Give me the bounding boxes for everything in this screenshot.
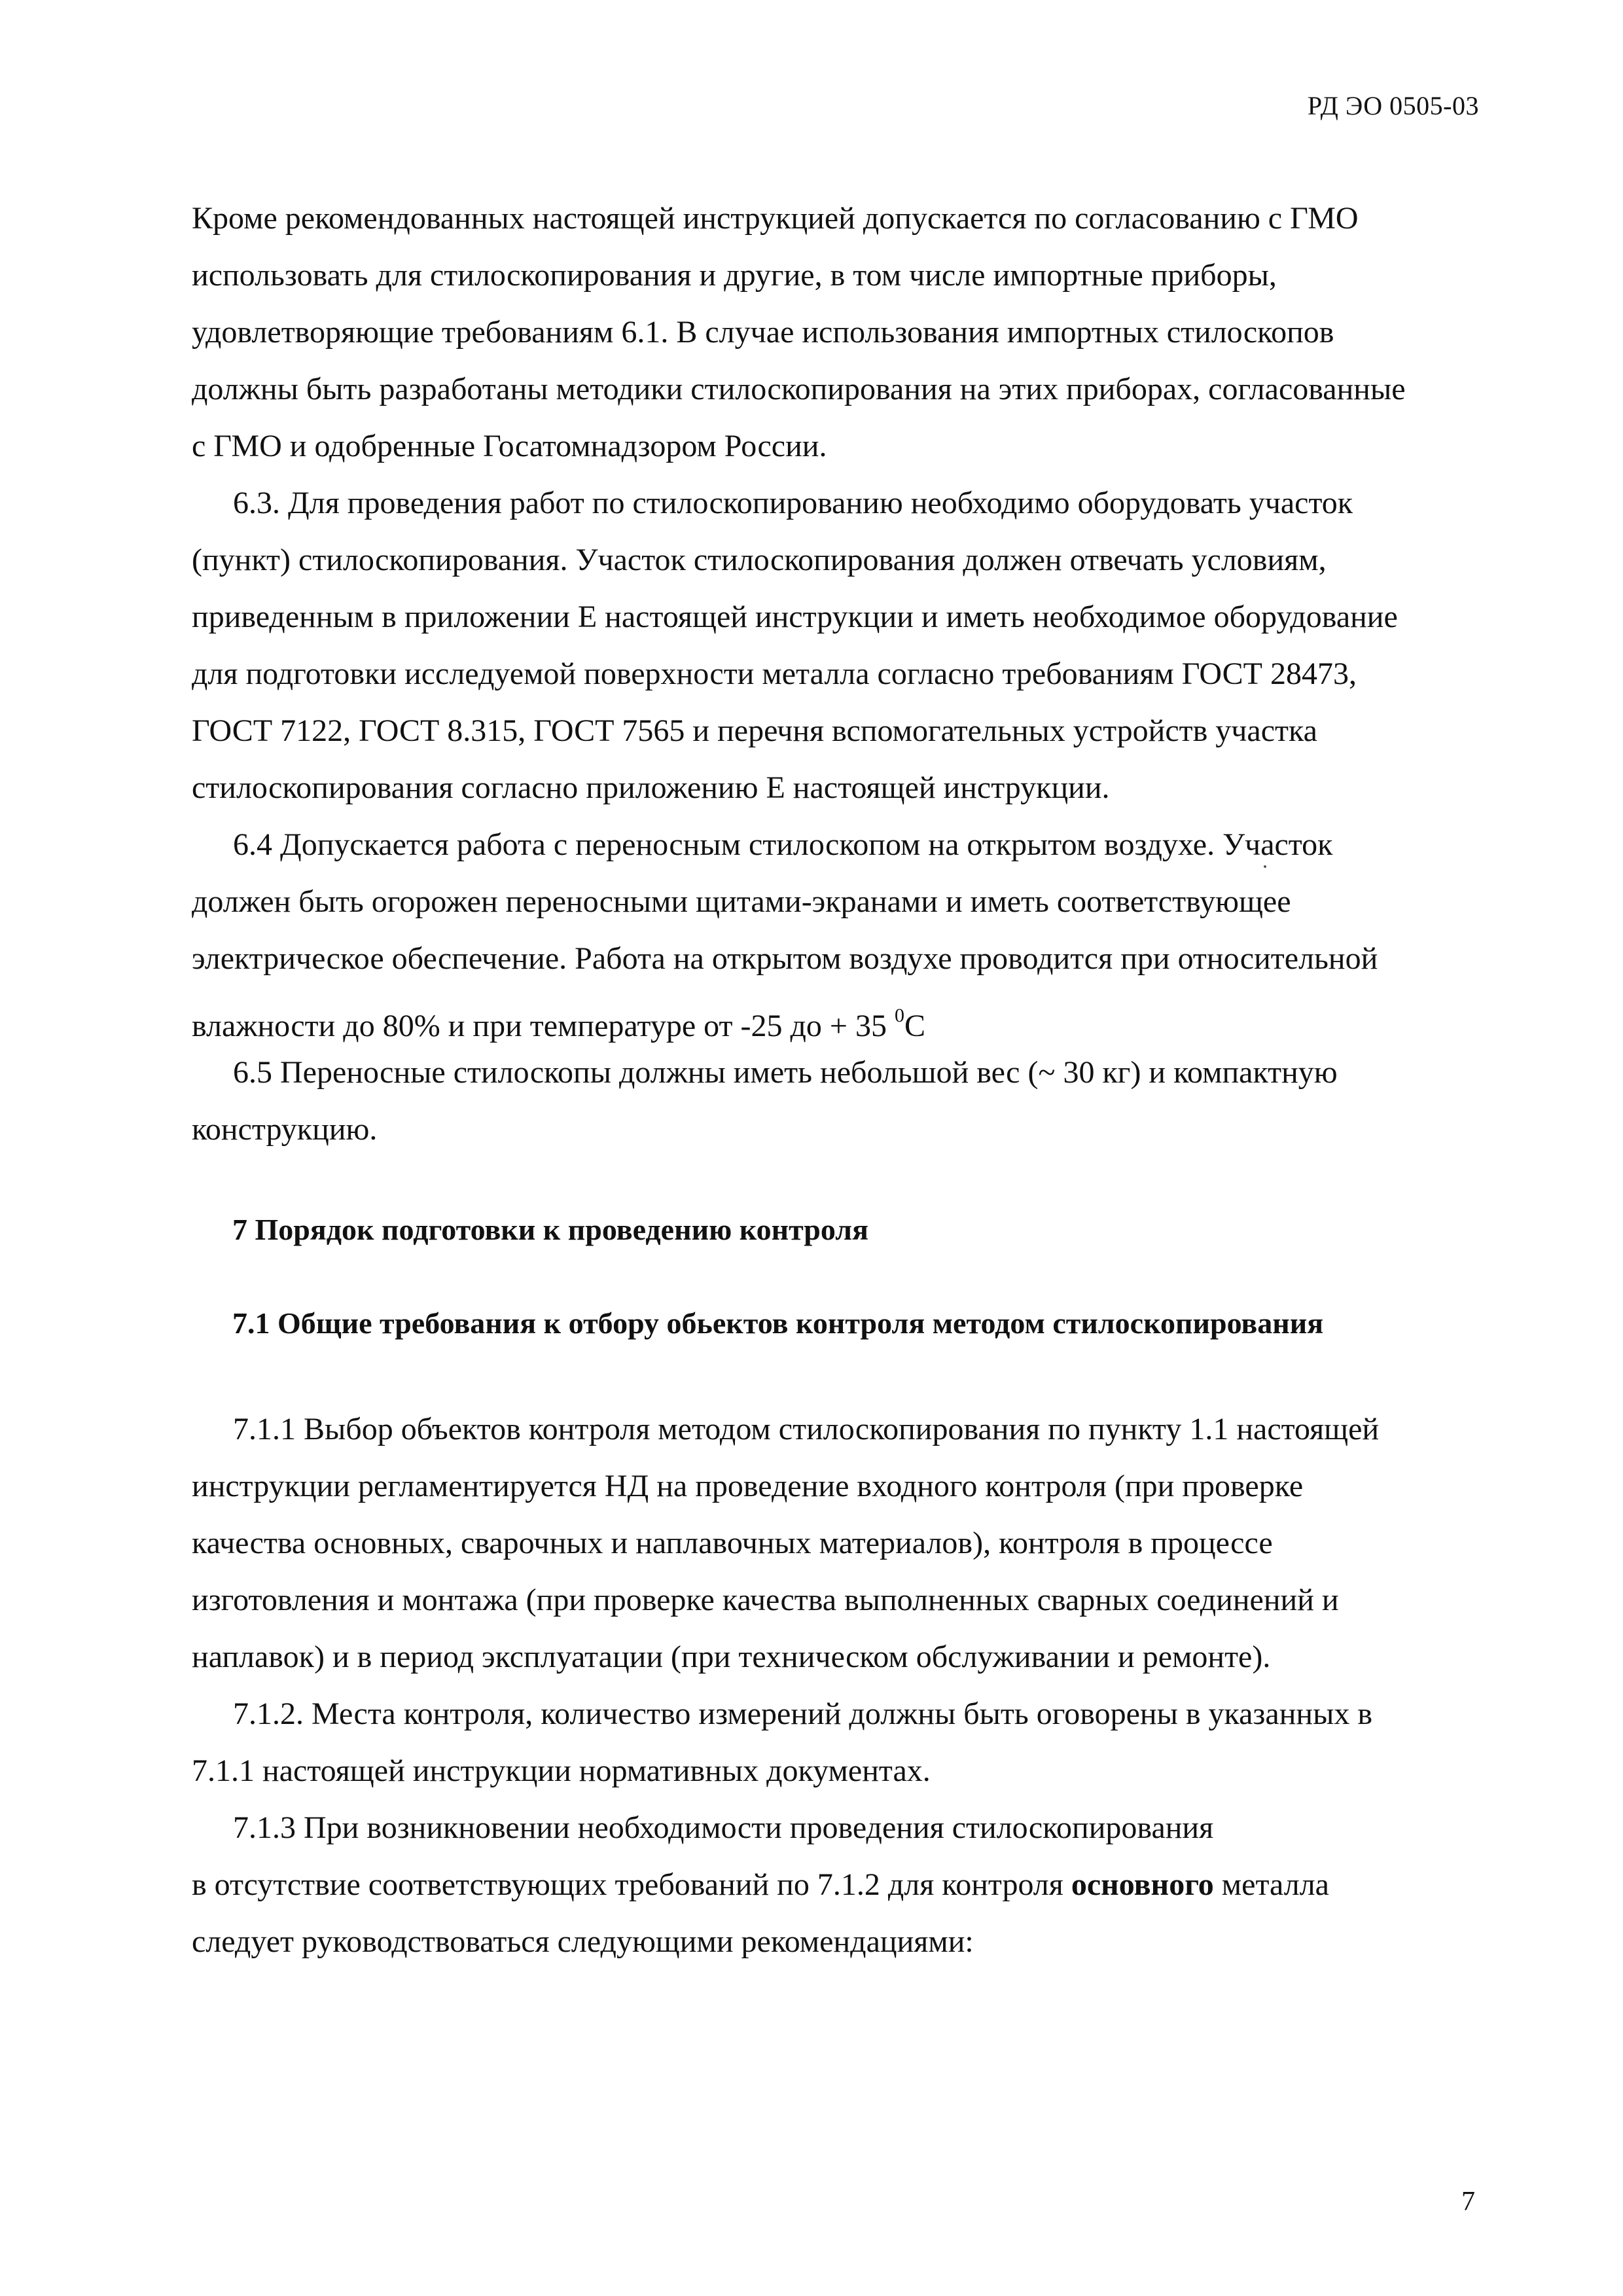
text-line: электрическое обеспечение. Работа на открытом воздухе проводится при относительной (192, 941, 1378, 976)
text-line: использовать для стилоскопирования и другие, в том числе импортные приборы, (192, 258, 1277, 293)
text-line: должен быть огорожен переносными щитами-экранами и иметь соответствующее (192, 884, 1291, 919)
text-line: удовлетворяющие требованиям 6.1. В случае использования импортных стилоскопов (192, 315, 1334, 350)
text-line: конструкцию. (192, 1112, 378, 1147)
text-line: для подготовки исследуемой поверхности металла согласно требованиям ГОСТ 28473, (192, 656, 1357, 691)
paragraph-6-3 (192, 475, 1477, 816)
temperature-text: влажности до 80% и при температуре от -25 до + 35 (192, 1009, 895, 1043)
text-line-mixed (192, 1856, 1477, 1913)
paragraph-import-devices (192, 190, 1477, 475)
text-line: 7.1.2. Места контроля, количество измерений должны быть оговорены в указанных в (233, 1696, 1372, 1731)
text-line: 7.1.3 При возникновении необходимости проведения стилоскопирования (233, 1810, 1214, 1845)
text-line: стилоскопирования согласно приложению Е настоящей инструкции. (192, 770, 1110, 805)
bold-emphasis: основного (1071, 1867, 1214, 1902)
text-line: 6.3. Для проведения работ по стилоскопированию необходимо оборудовать участок (233, 486, 1353, 520)
text-line: Кроме рекомендованных настоящей инструкцией допускается по согласованию с ГМО (192, 201, 1359, 236)
text-line: инструкции регламентируется НД на проведение входного контроля (при проверке (192, 1469, 1304, 1503)
paragraph-6-4 (192, 816, 1477, 1044)
text-line: приведенным в приложении Е настоящей инструкции и иметь необходимое оборудование (192, 600, 1398, 634)
text-line: изготовления и монтажа (при проверке качества выполненных сварных соединений и (192, 1583, 1339, 1617)
paragraph-6-5 (192, 1044, 1477, 1158)
page-number: 7 (1461, 2187, 1475, 2217)
text-line: 7.1.1 настоящей инструкции нормативных документах. (192, 1753, 931, 1788)
text-line: 6.4 Допускается работа с переносным стилоскопом на открытом воздухе. Участок (233, 827, 1333, 862)
text-line: наплавок) и в период эксплуатации (при техническом обслуживании и ремонте). (192, 1640, 1271, 1674)
text-line: следует руководствоваться следующими рекомендациями: (192, 1924, 974, 1959)
text-before-bold: в отсутствие соответствующих требований по 7.1.2 для контроля (192, 1867, 1071, 1902)
section-7-heading: 7 Порядок подготовки к проведению контроля (232, 1213, 868, 1246)
paragraph-7-1-1 (192, 1401, 1477, 1685)
text-line: качества основных, сварочных и наплавочных материалов), контроля в процессе (192, 1526, 1273, 1560)
text-line: (пункт) стилоскопирования. Участок стилоскопирования должен отвечать условиям, (192, 543, 1327, 577)
text-line: 7.1.1 Выбор объектов контроля методом стилоскопирования по пункту 1.1 настоящей (233, 1412, 1380, 1446)
text-line: 6.5 Переносные стилоскопы должны иметь небольшой вес (~ 30 кг) и компактную (233, 1055, 1338, 1090)
text-line: с ГМО и одобренные Госатомнадзором России. (192, 429, 827, 463)
document-code: РД ЭО 0505-03 (1307, 91, 1479, 120)
section-7-1-heading: 7.1 Общие требования к отбору обьектов контроля методом стилоскопирования (232, 1306, 1324, 1340)
celsius-unit: С (904, 1009, 925, 1043)
paragraph-7-1-3 (192, 1799, 1477, 1970)
paragraph-7-1-2 (192, 1685, 1477, 1799)
degree-superscript: 0 (894, 1005, 904, 1026)
text-after-bold: металла (1213, 1867, 1329, 1902)
text-line-temperature (192, 987, 1477, 1044)
scan-speck (1264, 865, 1266, 868)
text-line: ГОСТ 7122, ГОСТ 8.315, ГОСТ 7565 и перечня вспомогательных устройств участка (192, 713, 1317, 748)
text-line: должны быть разработаны методики стилоскопирования на этих приборах, согласованные (192, 372, 1406, 406)
